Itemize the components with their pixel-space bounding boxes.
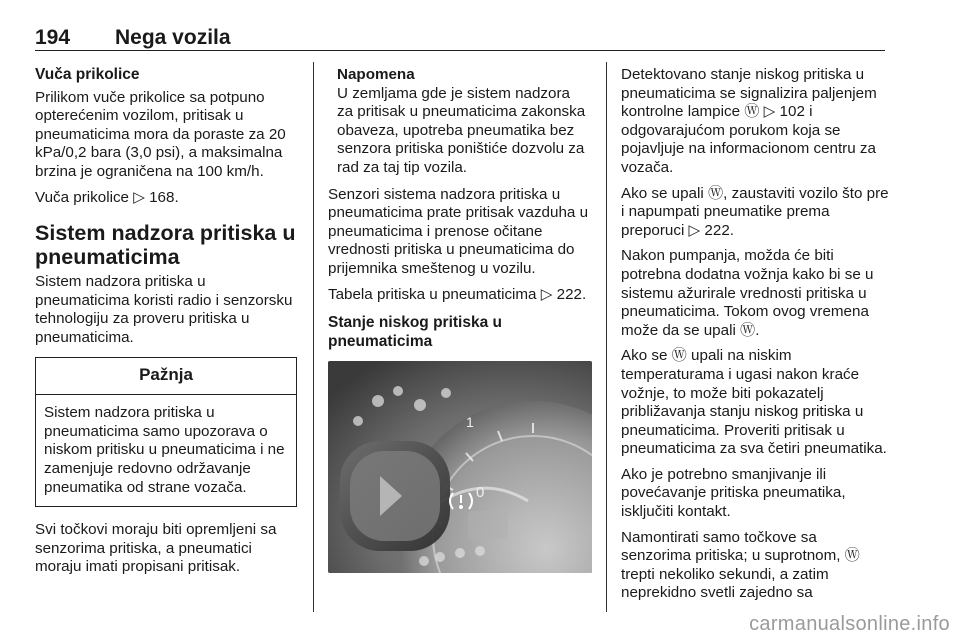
paragraph: Svi točkovi moraju biti opremljeni sa senzorima pritiska, a pneumatici moraju imati propisani pritisak. [35,521,277,576]
paragraph: Nakon pumpanja, možda će biti potrebna dodatna vožnja kako bi se u sistemu ažurirale vrednosti pritiska u pneumaticima. Tokom ovog vremena može da se upali Ⓦ. [621,247,874,339]
warning-text: Sistem nadzora pritiska u pneumaticima samo upozorava o niskom pritisku u pneumaticima i ne zamenjuje redovno održavanje pneumatika od strane vozača. [44,404,285,496]
paragraph-link[interactable]: Vuča prikolice ▷ 168. [35,188,179,206]
note-box [328,66,590,178]
paragraph: Sistem nadzora pritiska u pneumaticima koristi radio i senzorsku tehnologiju za proveru pritiska u pneumaticima. [35,273,293,346]
page-header [35,26,885,51]
note-title: Napomena [337,66,415,83]
column-right [621,66,889,610]
paragraph: Detektovano stanje niskog pritiska u pneumaticima se signalizira paljenjem kontrolne lampice Ⓦ ▷ 102 i odgovarajućom porukom koja se pojavljuje na informacionom centru za vozača. [621,66,877,176]
column-middle [328,66,590,573]
paragraph: Senzori sistema nadzora pritiska u pneumaticima prate pritisak vazduha u pneumaticima i prenose očitane vrednosti pritiska u pneumaticima do prijemnika smeštenog u vozilu. [328,185,589,277]
paragraph: Ako se Ⓦ upali na niskim temperaturama i ugasi nakon kraće vožnje, to može biti pokazatelj približavanja stanju niskog pritiska u pneumaticima. Proveriti pritisak u pneumaticima za sva četiri pneumatika. [621,347,887,458]
gauge-number: 1 [466,414,474,431]
instrument-cluster-image [328,361,592,573]
instrument-cluster-photo [328,361,592,573]
page-title: Nega vozila [115,26,231,49]
section-heading: Stanje niskog pritiska u pneumaticima [328,314,502,350]
gauge-number: 0 [476,484,485,502]
chapter-heading: Sistem nadzora pritiska u pneumaticima [35,221,296,270]
section-heading: Vuča prikolice [35,66,140,83]
paragraph: Namontirati samo točkove sa senzorima pritiska; u suprotnom, Ⓦ trepti nekoliko sekundi, a zatim neprekidno svetli zajedno sa [621,528,860,602]
note-text: U zemljama gde je sistem nadzora za pritisak u pneumaticima zakonska obaveza, upotreba pneumatika bez senzora pritiska poništiće dozvolu za rad za taj tip vozila. [337,84,586,176]
column-divider [313,62,314,612]
watermark: carmanualsonline.info [749,613,950,635]
paragraph: Ako je potrebno smanjivanje ili povećavanje pritiska pneumatika, isključiti kontakt. [621,465,846,521]
paragraph: Prilikom vuče prikolice sa potpuno opterećenim vozilom, pritisak u pneumaticima mora da poraste za 20 kPa/0,2 bara (3,0 psi), a maksimalna brzina je ograničena na 100 km/h. [35,88,286,180]
paragraph-link[interactable]: Tabela pritiska u pneumaticima ▷ 222. [328,285,587,303]
column-left [35,66,297,584]
column-divider [606,62,607,612]
warning-title: Pažnja [36,358,296,396]
paragraph: Ako se upali Ⓦ, zaustaviti vozilo što pre i napumpati pneumatike prema preporuci ▷ 222. [621,184,889,239]
warning-box [35,357,297,508]
page-number: 194 [35,26,71,49]
